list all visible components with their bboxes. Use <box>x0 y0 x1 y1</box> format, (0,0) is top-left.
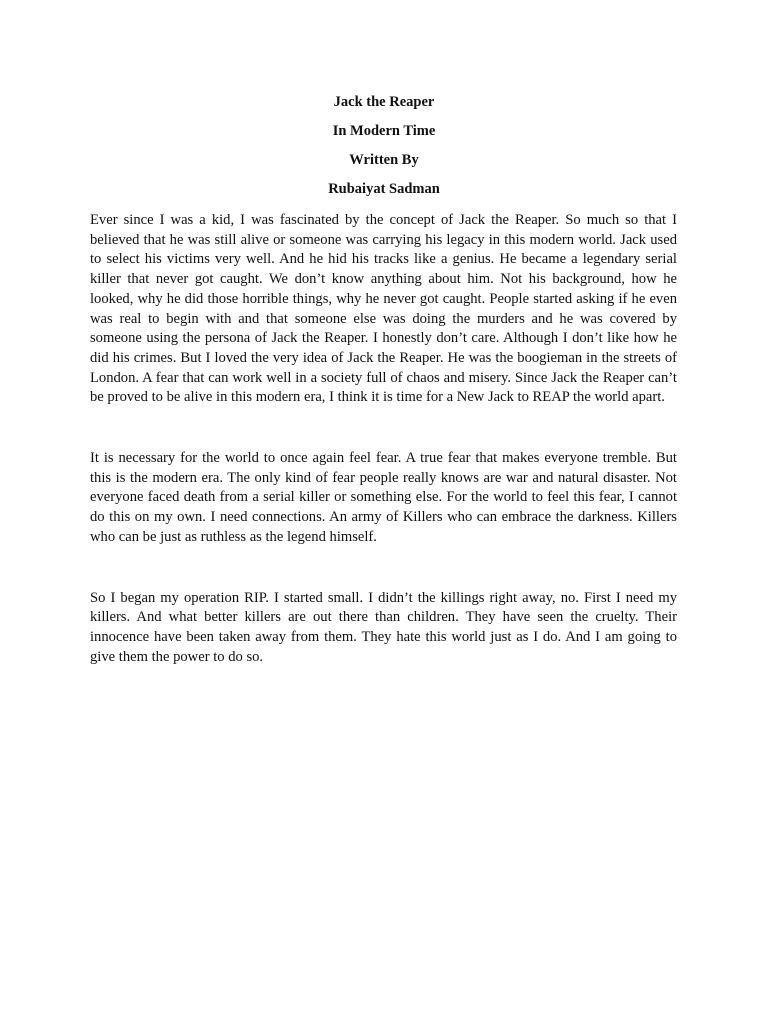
document-title: Jack the Reaper <box>333 94 435 110</box>
byline: Written By <box>349 152 419 168</box>
author-name: Rubaiyat Sadman <box>328 181 440 197</box>
title-block <box>0 93 768 209</box>
paragraph: It is necessary for the world to once again feel fear. A true fear that makes everyone tremble. But this is the modern era. The only kind of fear people really knows are war and natural disaster. Not everyone faced death from a serial killer or something else. For the world to feel this fear, I cannot do this on my own. I need connections. An army of Killers who can embrace the darkness. Killers who can be just as ruthless as the legend himself. <box>90 450 677 545</box>
paragraph: Ever since I was a kid, I was fascinated by the concept of Jack the Reaper. So much so that I believed that he was still alive or someone was carrying his legacy in this modern world. Jack used to select his victims very well. And he hid his tracks like a genius. He became a legendary serial killer that never got caught. We don’t know anything about him. Not his background, how he looked, why he did those horrible things, why he never got caught. People started asking if he even was real to begin with and that someone else was doing the murders and he was covered by someone using the persona of Jack the Reaper. I honestly don’t care. Although I don’t like how he did his crimes. But I loved the very idea of Jack the Reaper. He was the boogieman in the streets of London. A fear that can work well in a society full of chaos and misery. Since Jack the Reaper can’t be proved to be alive in this modern era, I think it is time for a New Jack to REAP the world apart. <box>90 212 677 406</box>
body-text <box>90 211 677 667</box>
paragraph: So I began my operation RIP. I started small. I didn’t the killings right away, no. First I need my killers. And what better killers are out there than children. They have seen the cruelty. Their innocence have been taken away from them. They hate this world just as I do. And I am going to give them the power to do so. <box>90 589 677 665</box>
document-subtitle: In Modern Time <box>332 123 436 139</box>
